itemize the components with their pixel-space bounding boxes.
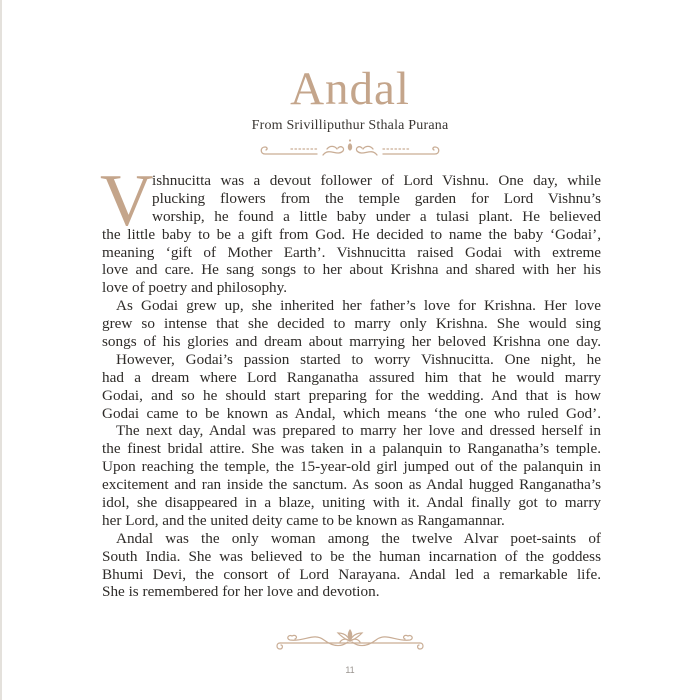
text-line: ishnucitta was a devout follower of Lord Vishnu. One day, while (152, 172, 601, 189)
text-line: plucking flowers from the temple garden for Lord Vishnu’s (152, 189, 601, 207)
divider-scroll-ornament-icon (257, 137, 443, 161)
paragraph-2 (102, 297, 601, 351)
text-line: excitement and ran inside the sanctum. As soon as Andal hugged Ranganatha’s (102, 476, 601, 494)
text-line: Bhumi Devi, the consort of Lord Narayana. Andal led a remarkable life. (102, 565, 601, 583)
text-line: The next day, Andal was prepared to marry her love and dressed herself in (116, 422, 601, 440)
text-line: worship, he found a little baby under a tulasi plant. He believed (152, 207, 601, 225)
text-line: had a dream where Lord Ranganatha assured him that he would marry (102, 368, 601, 386)
paragraph-4 (102, 422, 601, 529)
lotus-flourish-ornament-icon (274, 626, 426, 656)
text-line: As Godai grew up, she inherited her father’s love for Krishna. Her love (116, 297, 601, 315)
text-line: love of poetry and philosophy. (102, 279, 288, 297)
page-title: Andal (290, 63, 410, 115)
paragraph-1 (102, 172, 601, 297)
text-line: Godai, and so he should start preparing for the wedding. And that is how (102, 386, 601, 404)
text-line: idol, she disappeared in a blaze, uniting with it. Andal finally got to marry (102, 494, 601, 512)
text-line: grew so intense that she decided to marry only Krishna. She would sing (102, 315, 601, 333)
text-line: the little baby to be a gift from God. He decided to name the baby ‘Godai’, (102, 225, 601, 243)
text-line: meaning ‘gift of Mother Earth’. Vishnucitta raised Godai with extreme (102, 243, 601, 261)
text-line: the finest bridal attire. She was taken in a palanquin to Ranganatha’s temple. (102, 440, 601, 458)
text-line: her Lord, and the united deity came to be known as Rangamannar. (102, 511, 505, 529)
text-line: Godai came to be known as Andal, which means ‘the one who ruled God’. (102, 404, 601, 422)
text-line: songs of his glories and dream about marrying her beloved Krishna one day. (102, 333, 601, 351)
drop-cap: V (100, 160, 154, 242)
text-line: South India. She was believed to be the human incarnation of the goddess (102, 547, 601, 565)
paragraph-5 (102, 530, 601, 602)
text-line: However, Godai’s passion started to worry Vishnucitta. One night, he (116, 350, 601, 368)
story-body (100, 160, 601, 601)
text-line: love and care. He sang songs to her about Krishna and shared with her his (102, 261, 601, 279)
text-line: Andal was the only woman among the twelve Alvar poet-saints of (116, 529, 601, 547)
text-line: Upon reaching the temple, the 15-year-old girl jumped out of the palanquin in (102, 458, 601, 476)
page-subtitle: From Srivilliputhur Sthala Purana (251, 118, 449, 133)
text-line: She is remembered for her love and devotion. (102, 583, 380, 601)
page-number: 11 (345, 665, 355, 675)
paragraph-3 (102, 351, 601, 423)
